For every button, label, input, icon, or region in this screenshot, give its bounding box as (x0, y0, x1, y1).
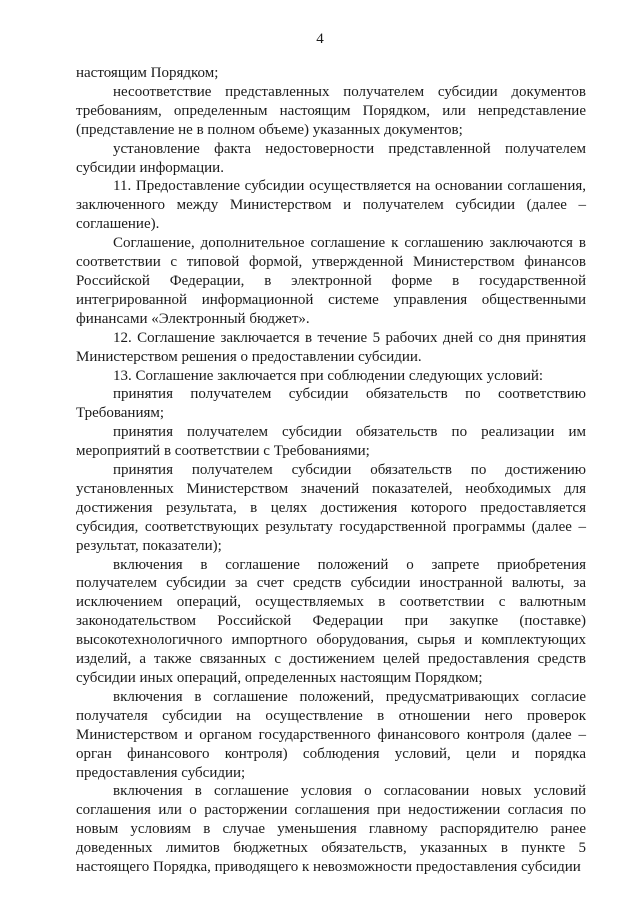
condition-new-terms-agreement: включения в соглашение условия о согласовании новых условий соглашения или о расторжении соглашения при недостижении согласия по новым условиям в случае уменьшения главному распорядителю ранее доведенных лимитов бюджетных обязательств, указанных в пункте 5 настоящего Порядка, приводящего к невозможности предоставления субсидии (76, 783, 586, 876)
paragraph-clause-13: 13. Соглашение заключается при соблюдении следующих условий: (113, 367, 544, 384)
paragraph-clause-11: 11. Предоставление субсидии осуществляется на основании соглашения, заключенного между Министерством и получателем субсидии (далее – соглашение). (76, 178, 586, 233)
condition-foreign-currency-ban: включения в соглашение положений о запрете приобретения получателем субсидии за счет средств субсидии иностранной валюты, за исключением операций, осуществляемых в соответствии с валютным законодательством Российской Федерации при закупке (поставке) высокотехнологичного импортного оборудования, сырья и комплектующих изделий, а также связанных с достижением целей предоставления средств субсидии иных операций, определенных настоящим Порядком; (76, 556, 586, 686)
paragraph-refusal-ground-documents: несоответствие представленных получателем субсидии документов требованиям, определенным настоящим Порядком, или непредставление (представление не в полном объеме) указанных документов; (76, 83, 586, 138)
condition-activities-implementation: принятия получателем субсидии обязательств по реализации им мероприятий в соответствии с Требованиями; (76, 424, 586, 460)
condition-audit-consent: включения в соглашение положений, предусматривающих согласие получателя субсидии на осуществление в отношении него проверок Министерством и органом государственного финансового контроля (далее – орган финансового контроля) соблюдения условий, цели и порядка предоставления субсидии; (76, 688, 586, 781)
paragraph-clause-12: 12. Соглашение заключается в течение 5 рабочих дней со дня принятия Министерством решения о предоставлении субсидии. (76, 329, 586, 365)
page-number: 4 (316, 31, 324, 47)
condition-indicators-achievement: принятия получателем субсидии обязательств по достижению установленных Министерством значений показателей, необходимых для достижения результата, в целях достижения которого предоставляется субсидия, соответствующих результату государственной программы (далее – результат, показатели); (76, 462, 586, 554)
condition-requirements-compliance: принятия получателем субсидии обязательств по соответствию Требованиям; (76, 386, 586, 422)
paragraph-agreement-form: Соглашение, дополнительное соглашение к соглашению заключаются в соответствии с типовой формой, утвержденной Министерством финансов Российской Федерации, в электронной форме в государственной интегрированной информационной системе управления общественными финансами «Электронный бюджет». (76, 235, 586, 327)
paragraph-refusal-ground-false-info: установление факта недостоверности представленной получателем субсидии информации. (76, 140, 586, 176)
document-body (76, 64, 586, 877)
paragraph-continuation: настоящим Порядком; (76, 65, 219, 81)
